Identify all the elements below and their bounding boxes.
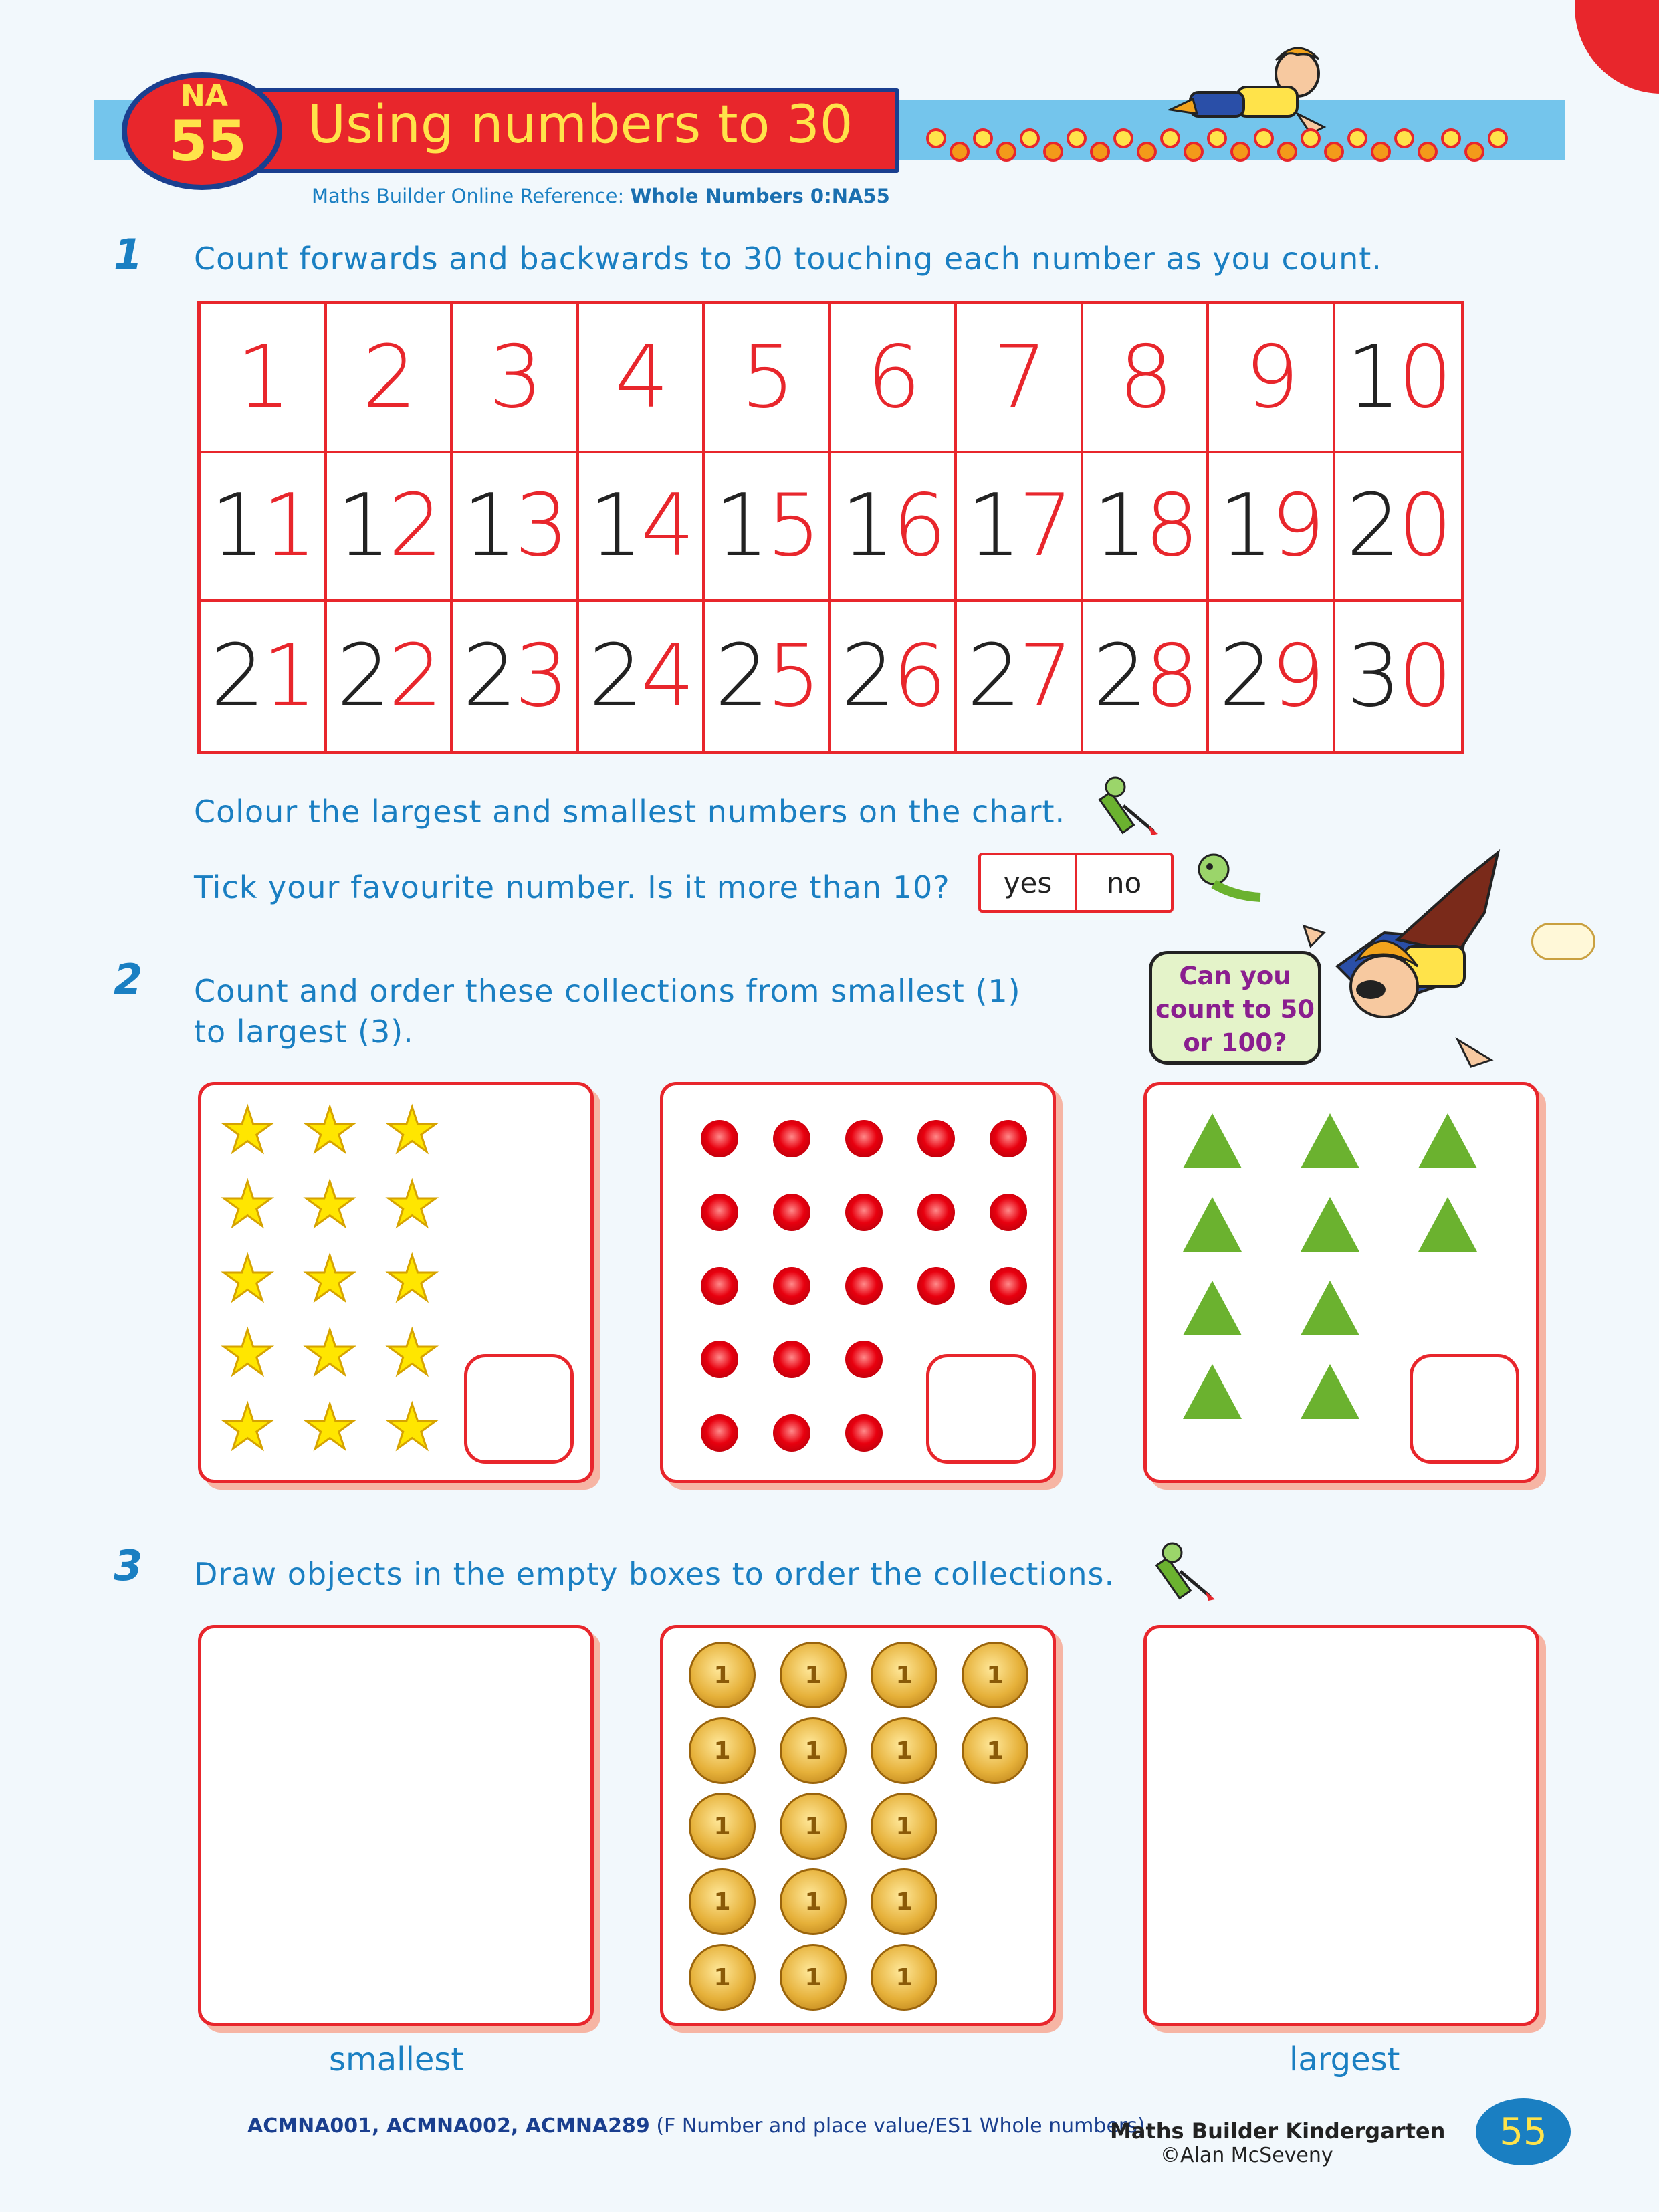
one-dollar-coin: 1 — [689, 1944, 756, 2011]
online-reference — [312, 185, 890, 207]
flying-boy-illustration — [1297, 839, 1518, 1080]
red-ball-item — [845, 1267, 883, 1305]
question-number-1: 1 — [114, 230, 143, 279]
star-item: ★ — [384, 1169, 440, 1240]
red-ball-item — [990, 1267, 1027, 1305]
red-ball-item — [990, 1194, 1027, 1231]
chart-number-19[interactable]: 1 9 — [1209, 453, 1335, 602]
yes-option[interactable]: yes — [981, 855, 1077, 910]
red-ball-item — [990, 1120, 1027, 1157]
chart-number-10[interactable]: 1 0 — [1335, 304, 1462, 453]
chart-number-23[interactable]: 2 3 — [453, 602, 579, 751]
chart-number-22[interactable]: 2 2 — [327, 602, 453, 751]
chart-number-21[interactable]: 2 1 — [201, 602, 327, 751]
page-number: 55 — [1476, 2098, 1571, 2165]
worm-icon — [1194, 849, 1267, 909]
decorative-dot — [1441, 128, 1461, 148]
green-triangle-item — [1183, 1281, 1242, 1335]
green-triangle-item — [1183, 1364, 1242, 1419]
tick-instruction: Tick your favourite number. Is it more than 10? — [194, 869, 950, 905]
cloud-icon — [1531, 923, 1595, 960]
green-triangle-item — [1183, 1197, 1242, 1252]
star-item: ★ — [302, 1317, 358, 1389]
ball-collection-panel — [660, 1082, 1056, 1483]
decorative-dot — [1394, 128, 1414, 148]
one-dollar-coin: 1 — [871, 1717, 937, 1784]
q2-instruction-line-1: Count and order these collections from smallest (1) — [194, 973, 1021, 1009]
decorative-dot — [1067, 128, 1087, 148]
red-ball-item — [701, 1120, 738, 1157]
chart-number-15[interactable]: 1 5 — [705, 453, 831, 602]
red-ball-item — [773, 1120, 810, 1157]
chart-number-16[interactable]: 1 6 — [831, 453, 958, 602]
curriculum-code-description: (F Number and place value/ES1 Whole numbers) — [656, 2114, 1145, 2138]
chart-number-6[interactable]: 6 — [831, 304, 958, 453]
ball-answer-box[interactable] — [926, 1354, 1036, 1464]
book-title: Maths Builder Kindergarten — [1110, 2118, 1446, 2144]
decorative-dot — [1277, 142, 1297, 162]
one-dollar-coin: 1 — [780, 1642, 847, 1708]
q3-instruction: Draw objects in the empty boxes to order the collections. — [194, 1556, 1115, 1592]
star-item: ★ — [220, 1169, 275, 1240]
red-ball-item — [701, 1414, 738, 1452]
speech-line-3: or 100? — [1183, 1028, 1287, 1057]
q2-instruction-line-2: to largest (3). — [194, 1014, 414, 1050]
one-dollar-coin: 1 — [871, 1793, 937, 1860]
online-ref-value: Whole Numbers 0:NA55 — [630, 185, 890, 207]
one-dollar-coin: 1 — [780, 1717, 847, 1784]
decorative-dot — [1464, 142, 1484, 162]
triangle-collection-panel — [1143, 1082, 1539, 1483]
one-dollar-coin: 1 — [689, 1793, 756, 1860]
chart-number-26[interactable]: 2 6 — [831, 602, 958, 751]
topic-badge-strand: NA — [181, 79, 228, 113]
yes-no-choice — [978, 853, 1174, 913]
star-item: ★ — [220, 1243, 275, 1315]
red-ball-item — [845, 1414, 883, 1452]
decorative-dot — [973, 128, 993, 148]
chart-number-5[interactable]: 5 — [705, 304, 831, 453]
speech-line-2: count to 50 — [1155, 995, 1315, 1024]
chart-number-11[interactable]: 1 1 — [201, 453, 327, 602]
coin-collection-panel — [660, 1625, 1056, 2026]
decorative-dot — [1347, 128, 1367, 148]
star-item: ★ — [220, 1392, 275, 1463]
chart-number-28[interactable]: 2 8 — [1083, 602, 1210, 751]
green-triangle-item — [1301, 1197, 1359, 1252]
green-triangle-item — [1301, 1281, 1359, 1335]
chart-number-7[interactable]: 7 — [957, 304, 1083, 453]
label-smallest: smallest — [329, 2041, 464, 2078]
red-ball-item — [917, 1267, 955, 1305]
pencil-worm-icon — [1097, 772, 1160, 836]
star-answer-box[interactable] — [464, 1354, 574, 1464]
chart-number-2[interactable]: 2 — [327, 304, 453, 453]
chart-number-9[interactable]: 9 — [1209, 304, 1335, 453]
chart-number-14[interactable]: 1 4 — [579, 453, 705, 602]
label-largest: largest — [1289, 2041, 1400, 2078]
red-ball-item — [845, 1194, 883, 1231]
decorative-dot — [1254, 128, 1274, 148]
decorative-dot — [1137, 142, 1157, 162]
decorative-dot — [996, 142, 1016, 162]
red-ball-item — [917, 1194, 955, 1231]
topic-badge-number: 55 — [169, 108, 247, 174]
star-item: ★ — [302, 1243, 358, 1315]
chart-number-1[interactable]: 1 — [201, 304, 327, 453]
chart-number-4[interactable]: 4 — [579, 304, 705, 453]
star-item: ★ — [220, 1317, 275, 1389]
decorative-dot — [950, 142, 970, 162]
number-chart — [197, 301, 1464, 754]
chart-number-3[interactable]: 3 — [453, 304, 579, 453]
triangle-answer-box[interactable] — [1410, 1354, 1519, 1464]
chart-number-8[interactable]: 8 — [1083, 304, 1210, 453]
decorative-dot — [1230, 142, 1250, 162]
question-number-2: 2 — [114, 955, 143, 1004]
decorative-dot — [1324, 142, 1344, 162]
one-dollar-coin: 1 — [780, 1944, 847, 2011]
red-ball-item — [701, 1194, 738, 1231]
chart-number-25[interactable]: 2 5 — [705, 602, 831, 751]
speech-bubble — [1149, 951, 1321, 1065]
one-dollar-coin: 1 — [871, 1642, 937, 1708]
star-item: ★ — [384, 1317, 440, 1389]
q1-instruction: Count forwards and backwards to 30 touching each number as you count. — [194, 241, 1382, 277]
one-dollar-coin: 1 — [689, 1642, 756, 1708]
red-ball-item — [701, 1267, 738, 1305]
curriculum-codes — [247, 2114, 1145, 2138]
chart-number-29[interactable]: 2 9 — [1209, 602, 1335, 751]
one-dollar-coin: 1 — [689, 1717, 756, 1784]
star-item: ★ — [220, 1095, 275, 1166]
decorative-dot — [1160, 128, 1180, 148]
no-option[interactable]: no — [1106, 866, 1142, 899]
chart-number-30[interactable]: 3 0 — [1346, 627, 1450, 727]
question-number-3: 3 — [114, 1541, 143, 1590]
one-dollar-coin: 1 — [962, 1717, 1028, 1784]
decorative-dot — [1418, 142, 1438, 162]
star-item: ★ — [302, 1095, 358, 1166]
red-ball-item — [773, 1267, 810, 1305]
decorative-dot — [1371, 142, 1391, 162]
red-ball-item — [773, 1414, 810, 1452]
one-dollar-coin: 1 — [871, 1868, 937, 1935]
chart-number-17[interactable]: 1 7 — [957, 453, 1083, 602]
decorative-dot — [1090, 142, 1110, 162]
corner-decoration — [1575, 0, 1659, 94]
one-dollar-coin: 1 — [871, 1944, 937, 2011]
chart-number-24[interactable]: 2 4 — [579, 602, 705, 751]
red-ball-item — [773, 1341, 810, 1378]
online-ref-label: Maths Builder Online Reference: — [312, 185, 625, 207]
star-item: ★ — [384, 1095, 440, 1166]
decorative-dot — [1020, 128, 1040, 148]
draw-largest-box[interactable] — [1143, 1625, 1539, 2026]
decorative-dot — [1113, 128, 1133, 148]
chart-number-20[interactable]: 2 0 — [1335, 453, 1462, 602]
red-ball-item — [701, 1341, 738, 1378]
chart-number-12[interactable]: 1 2 — [327, 453, 453, 602]
star-collection-panel — [198, 1082, 594, 1483]
chart-number-18[interactable]: 1 8 — [1083, 453, 1210, 602]
green-triangle-item — [1301, 1364, 1359, 1419]
green-triangle-item — [1418, 1113, 1477, 1168]
crawling-boy-illustration — [1164, 40, 1344, 140]
green-triangle-item — [1418, 1197, 1477, 1252]
decorative-dot — [1301, 128, 1321, 148]
red-ball-item — [845, 1120, 883, 1157]
green-triangle-item — [1183, 1113, 1242, 1168]
red-ball-item — [773, 1194, 810, 1231]
star-item: ★ — [302, 1169, 358, 1240]
one-dollar-coin: 1 — [780, 1868, 847, 1935]
green-triangle-item — [1301, 1113, 1359, 1168]
speech-line-1: Can you — [1179, 962, 1291, 990]
one-dollar-coin: 1 — [689, 1868, 756, 1935]
curriculum-code-list: ACMNA001, ACMNA002, ACMNA289 — [247, 2114, 650, 2138]
decorative-dot — [1207, 128, 1227, 148]
chart-number-13[interactable]: 1 3 — [453, 453, 579, 602]
decorative-dot — [1184, 142, 1204, 162]
red-ball-item — [845, 1341, 883, 1378]
page-title: Using numbers to 30 — [308, 95, 853, 155]
decorative-dot — [926, 128, 946, 148]
one-dollar-coin: 1 — [780, 1793, 847, 1860]
chart-number-27[interactable]: 2 7 — [957, 602, 1083, 751]
decorative-dot — [1488, 128, 1508, 148]
star-item: ★ — [384, 1392, 440, 1463]
draw-smallest-box[interactable] — [198, 1625, 594, 2026]
star-item: ★ — [302, 1392, 358, 1463]
decorative-dot — [1043, 142, 1063, 162]
red-ball-item — [917, 1120, 955, 1157]
copyright: ©Alan McSeveny — [1160, 2144, 1333, 2167]
one-dollar-coin: 1 — [962, 1642, 1028, 1708]
pencil-worm-icon — [1153, 1538, 1217, 1601]
star-item: ★ — [384, 1243, 440, 1315]
colour-instruction: Colour the largest and smallest numbers on the chart. — [194, 794, 1066, 830]
